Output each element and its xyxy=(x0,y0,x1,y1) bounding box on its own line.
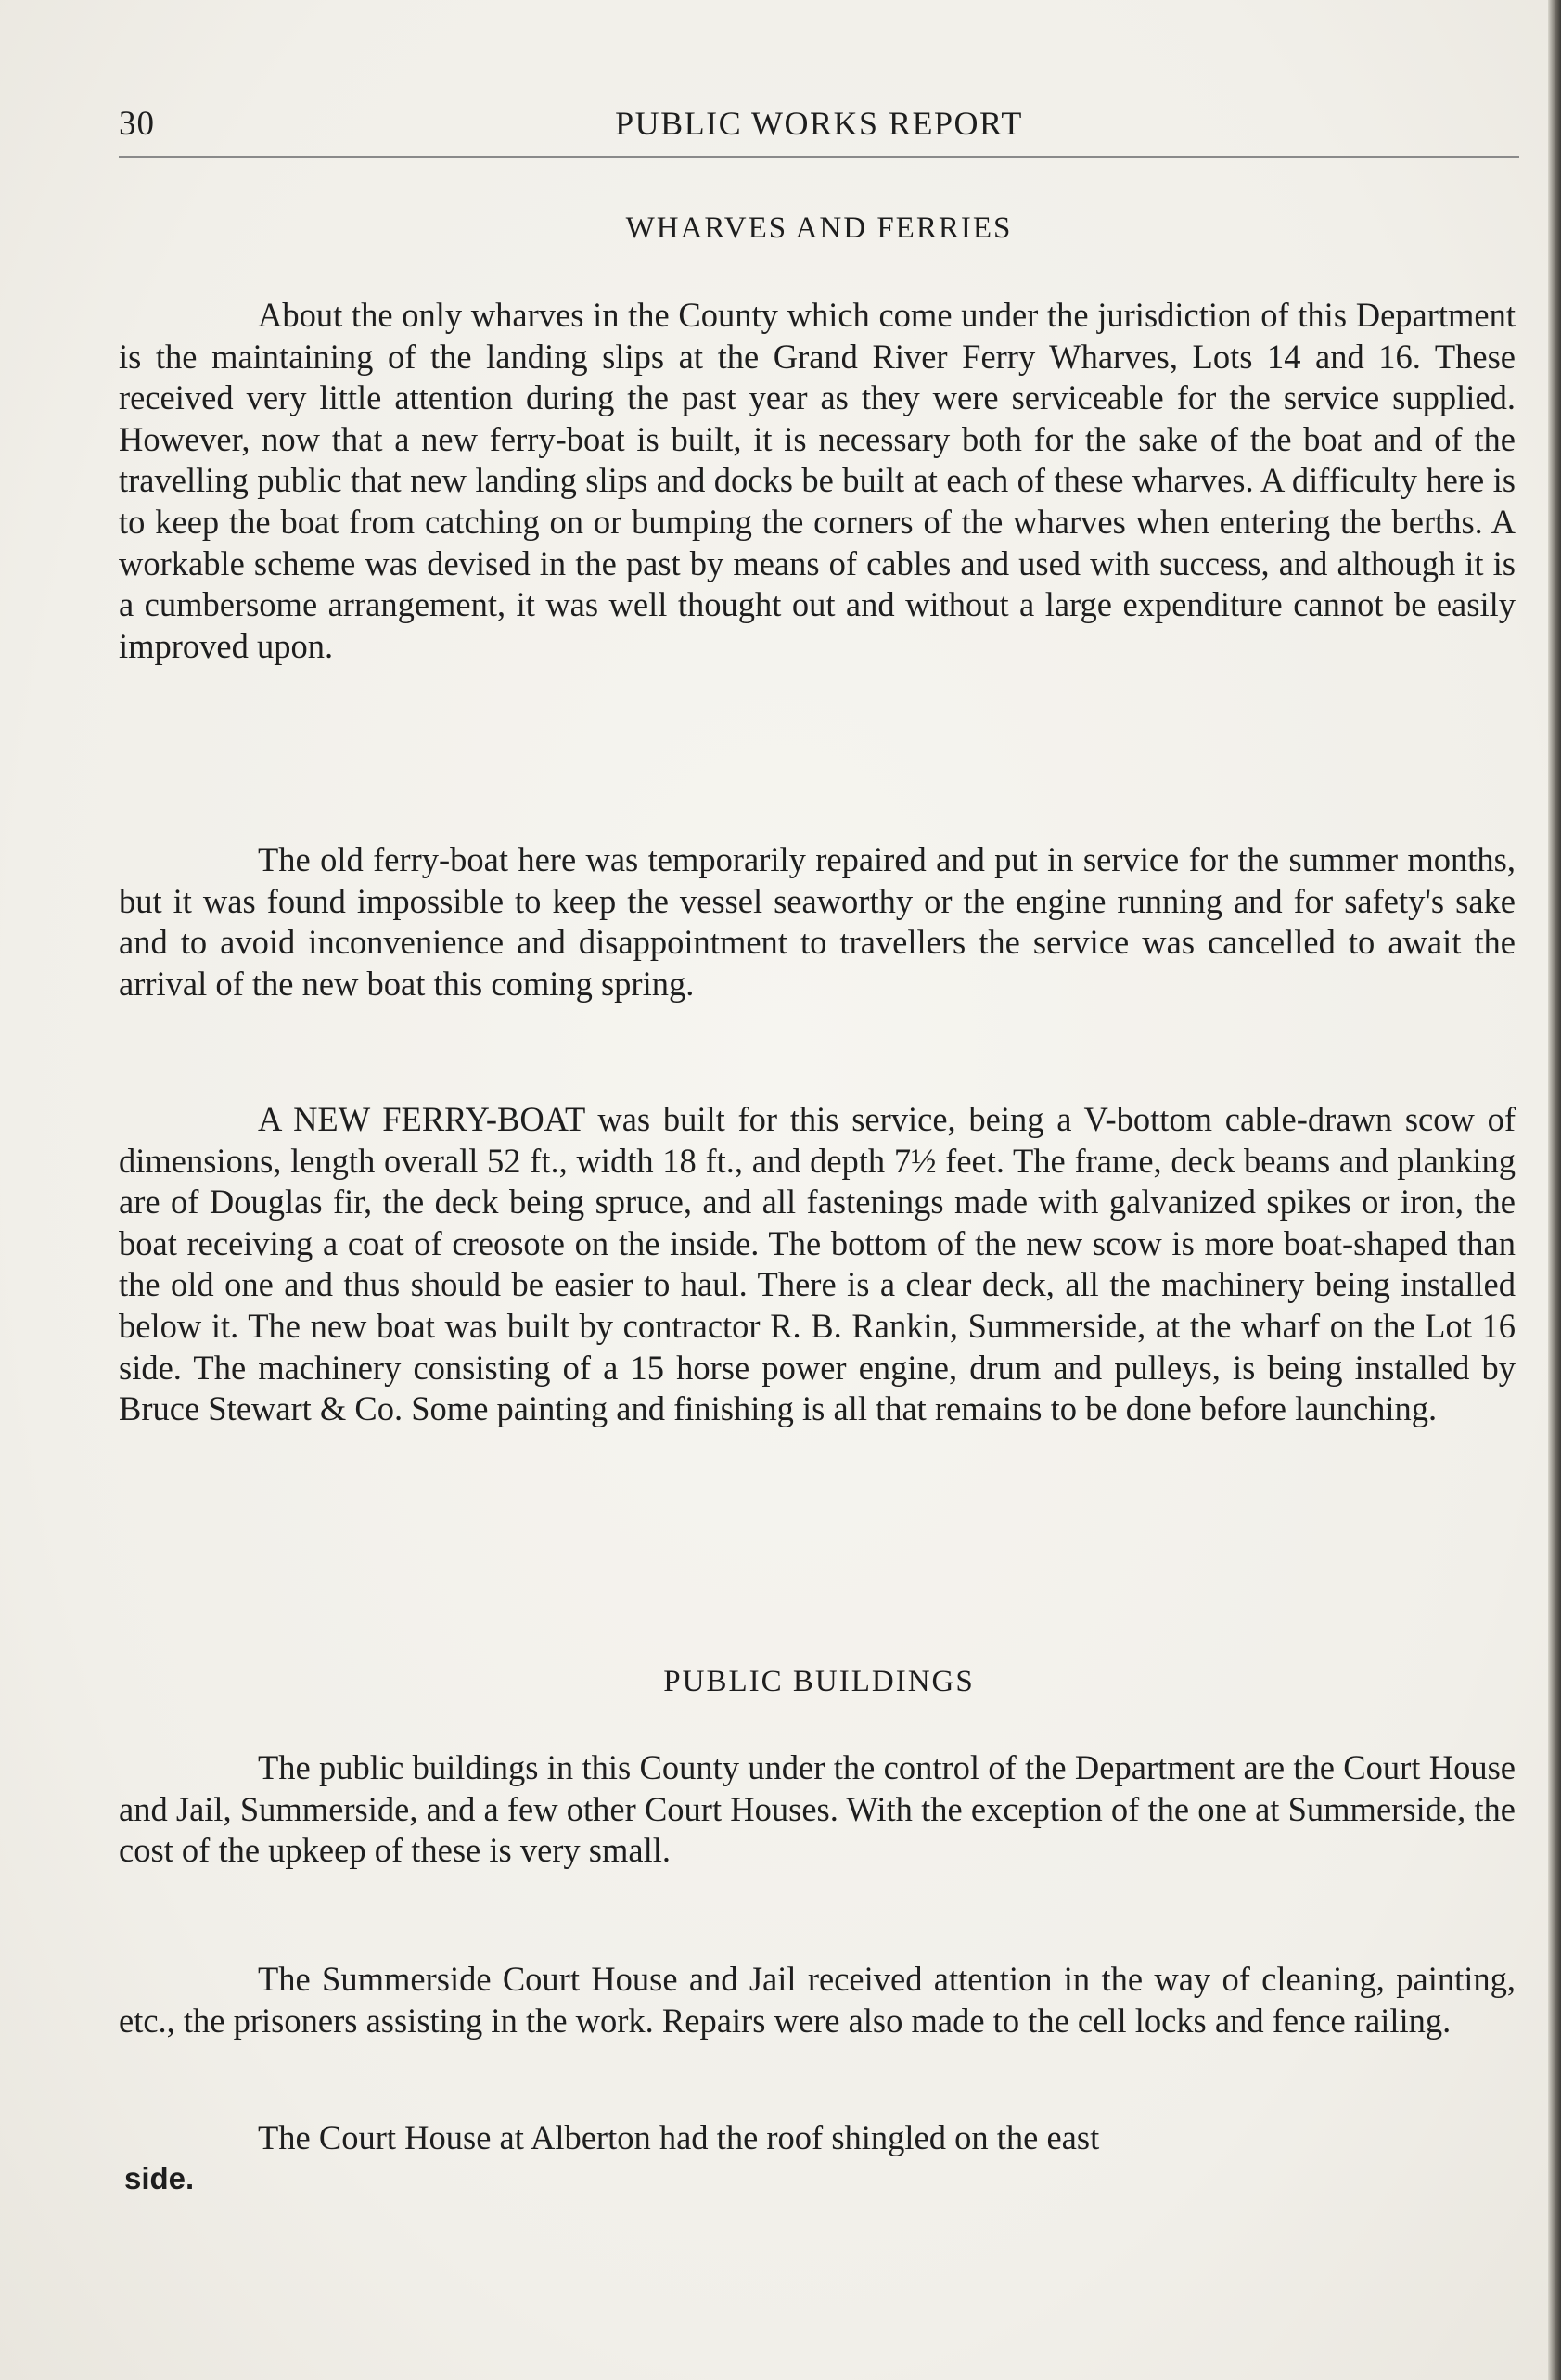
page-number: 30 xyxy=(119,105,155,143)
page-edge-shadow xyxy=(1548,0,1561,2380)
paragraph-wharves-1: About the only wharves in the County which come under the jurisdiction of this Department is the maintaining of the landing slips at the Grand River Ferry Wharves, Lots 14 and 16. These received very little attention during the past year as they were serviceable for the service supplied. However, now that a new ferry-boat is built, it is necessary both for the sake of the boat and of the travelling public that new landing slips and docks be built at each of these wharves. A difficulty here is to keep the boat from catching on or bumping the corners of the wharves when entering the berths. A workable scheme was devised in the past by means of cables and used with success, and although it is a cumbersome arrangement, it was well thought out and without a large expenditure cannot be easily improved upon. xyxy=(119,296,1516,665)
section-title-buildings: PUBLIC BUILDINGS xyxy=(663,1665,975,1698)
paragraph-buildings-1: The public buildings in this County under the control of the Department are the Court House and Jail, Summerside, and a few other Court Houses. With the exception of the one at Summerside, the cost of the upkeep of these is very small. xyxy=(119,1748,1516,1870)
paragraph-wharves-3: A NEW FERRY-BOAT was built for this service, being a V-bottom cable-drawn scow of dimensions, length overall 52 ft., width 18 ft., and depth 7½ feet. The frame, deck beams and planking are of Douglas fir, the deck being spruce, and all fastenings made with galvanized spikes or iron, the boat receiving a coat of creosote on the inside. The bottom of the new scow is more boat-shaped than the old one and thus should be easier to haul. There is a clear deck, all the machinery being installed below it. The new boat was built by contractor R. B. Rankin, Summerside, at the wharf on the Lot 16 side. The machinery consisting of a 15 horse power engine, drum and pulleys, is being installed by Bruce Stewart & Co. Some painting and finishing is all that remains to be done before launching. xyxy=(119,1100,1516,1428)
trailing-word: side. xyxy=(124,2161,195,2195)
paragraph-wharves-2: The old ferry-boat here was temporarily repaired and put in service for the summer months, but it was found impossible to keep the vessel seaworthy or the engine running and for safety's sake and to avoid inconvenience and disappointment to travellers the service was cancelled to await the arrival of the new boat this coming spring. xyxy=(119,840,1516,1003)
paragraph-buildings-2: The Summerside Court House and Jail received attention in the way of cleaning, painting, etc., the prisoners assisting in the work. Repairs were also made to the cell locks and fence railing. xyxy=(119,1960,1516,2040)
running-title: PUBLIC WORKS REPORT xyxy=(615,105,1023,142)
page-header xyxy=(119,104,1519,158)
section-title-wharves: WHARVES AND FERRIES xyxy=(625,211,1013,245)
paragraph-buildings-3: The Court House at Alberton had the roof shingled on the east xyxy=(258,2118,1100,2156)
